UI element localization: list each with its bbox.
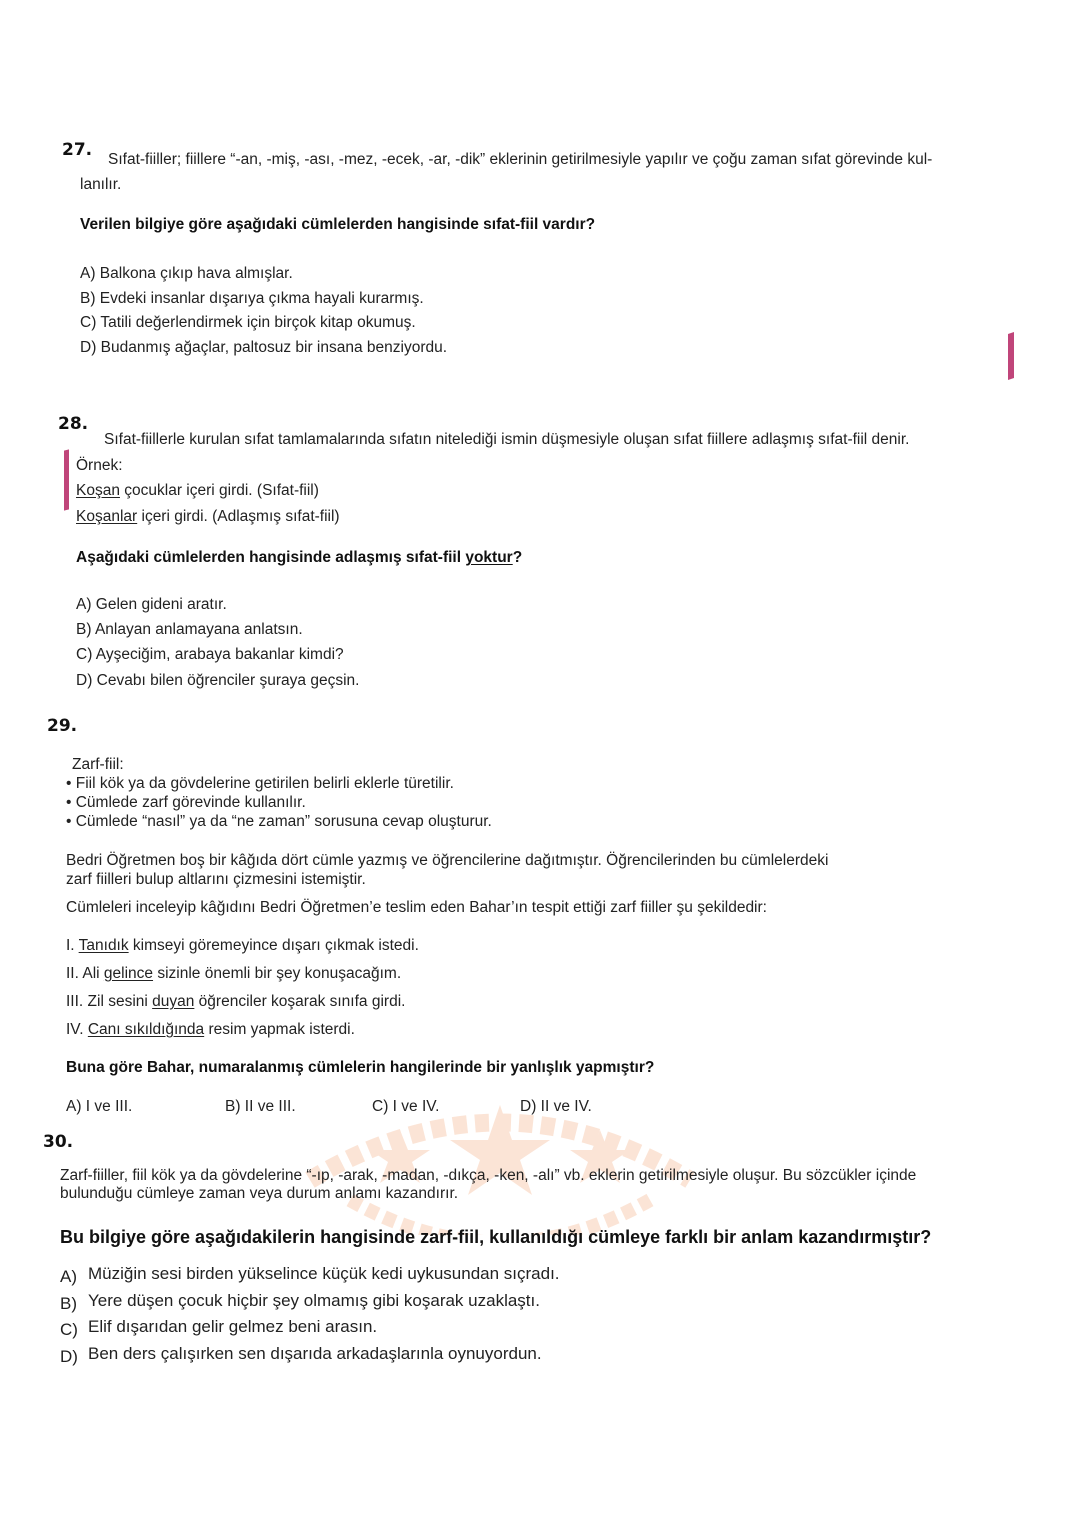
- underlined-word: Koşanlar: [76, 508, 138, 525]
- question-prompt: Bu bilgiye göre aşağıdakilerin hangisinde zarf-fiil, kullanıldığı cümleye farklı bir anlam kazandırmıştır?: [60, 1227, 932, 1247]
- underlined-word: Tanıdık: [78, 937, 129, 954]
- option-b: B) II ve III.: [225, 1098, 296, 1115]
- example-label: Örnek:: [76, 457, 123, 474]
- numbered-sentence-1: I. Tanıdık kimseyi göremeyince dışarı çıkmak istedi.: [66, 937, 419, 954]
- option-d: D) Budanmış ağaçlar, paltosuz bir insana benziyordu.: [80, 339, 448, 356]
- example-sentence-1: Koşan çocuklar içeri girdi. (Sıfat-fiil): [76, 482, 319, 499]
- info-bullet-2: • Cümlede zarf görevinde kullanılır.: [66, 794, 306, 811]
- option-a: Müziğin sesi birden yükselince küçük kedi uykusundan sıçradı.: [88, 1264, 560, 1283]
- option-c: C) I ve IV.: [372, 1098, 440, 1115]
- question-number: 30.: [43, 1132, 74, 1152]
- paragraph-line-2: zarf fiilleri bulup altlarını çizmesini istemiştir.: [66, 871, 366, 888]
- numbered-sentence-4: IV. Canı sıkıldığında resim yapmak isterdi.: [66, 1021, 355, 1038]
- underlined-word: Canı sıkıldığında: [87, 1021, 205, 1038]
- question-intro: Sıfat-fiillerle kurulan sıfat tamlamalarında sıfatın nitelediği ismin düşmesiyle oluşan sıfat fiillere adlaşmış sıfat-fiil denir.: [104, 431, 910, 448]
- underlined-word: gelince: [103, 965, 154, 982]
- question-number: 27.: [62, 140, 93, 160]
- option-c: C) Tatili değerlendirmek için birçok kitap okumuş.: [80, 314, 416, 331]
- accent-bar: [1008, 332, 1014, 380]
- option-b: B) Anlayan anlamayana anlatsın.: [76, 621, 303, 638]
- question-intro-line-2: lanılır.: [80, 176, 122, 193]
- option-b: Yere düşen çocuk hiçbir şey olmamış gibi koşarak uzaklaştı.: [88, 1291, 540, 1310]
- option-c: Elif dışarıdan gelir gelmez beni arasın.: [88, 1317, 378, 1336]
- option-b: B) Evdeki insanlar dışarıya çıkma hayali kurarmış.: [80, 290, 424, 307]
- underlined-word: Koşan: [76, 482, 120, 499]
- option-a: A) Balkona çıkıp hava almışlar.: [80, 265, 293, 282]
- question-prompt: Verilen bilgiye göre aşağıdaki cümlelerden hangisinde sıfat-fiil vardır?: [80, 216, 596, 233]
- option-a: A) Gelen gideni aratır.: [76, 596, 227, 613]
- info-bullet-3: • Cümlede “nasıl” ya da “ne zaman” sorusuna cevap oluşturur.: [66, 813, 492, 830]
- info-title: Zarf-fiil:: [72, 756, 124, 773]
- accent-bar: [64, 449, 69, 510]
- question-intro-line-1: Sıfat-fiiller; fiillere “-an, -miş, -ası, -mez, -ecek, -ar, -dik” eklerinin getirilmesiyle yapılır ve çoğu zaman sıfat görevinde kul-: [108, 151, 933, 168]
- option-a: A) I ve III.: [66, 1098, 133, 1115]
- option-d: D) Cevabı bilen öğrenciler şuraya geçsin.: [76, 672, 360, 689]
- example-sentence-2: Koşanlar içeri girdi. (Adlaşmış sıfat-fiil): [76, 508, 340, 525]
- question-intro-line-2: bulunduğu cümleye zaman veya durum anlamı kazandırır.: [60, 1185, 459, 1202]
- option-letter-c: C): [60, 1320, 78, 1339]
- paragraph-line-1: Bedri Öğretmen boş bir kâğıda dört cümle yazmış ve öğrencilerine dağıtmıştır. Öğrencilerinden bu cümlelerdeki: [66, 852, 829, 869]
- option-letter-b: B): [60, 1294, 77, 1313]
- paragraph-line-3: Cümleleri inceleyip kâğıdını Bedri Öğretmen’e teslim eden Bahar’ın tespit ettiği zarf fiiller şu şekildedir:: [66, 899, 767, 916]
- option-letter-d: D): [60, 1347, 78, 1366]
- question-number: 28.: [58, 414, 89, 434]
- underlined-word: yoktur: [465, 549, 513, 566]
- question-number: 29.: [47, 716, 78, 736]
- question-intro-line-1: Zarf-fiiller, fiil kök ya da gövdelerine “-ıp, -arak, -madan, -dıkça, -ken, -alı” vb. eklerin getirilmesiyle oluşur. Bu sözcükler içinde: [60, 1167, 917, 1184]
- option-letter-a: A): [60, 1267, 77, 1286]
- underlined-word: duyan: [152, 993, 195, 1010]
- option-c: C) Ayşeciğim, arabaya bakanlar kimdi?: [76, 646, 344, 663]
- numbered-sentence-3: III. Zil sesini duyan öğrenciler koşarak sınıfa girdi.: [66, 993, 406, 1010]
- option-d: Ben ders çalışırken sen dışarıda arkadaşlarınla oynuyordun.: [88, 1344, 542, 1363]
- question-prompt: Aşağıdaki cümlelerden hangisinde adlaşmış sıfat-fiil yoktur?: [76, 549, 523, 566]
- question-prompt: Buna göre Bahar, numaralanmış cümlelerin hangilerinde bir yanlışlık yapmıştır?: [66, 1059, 655, 1076]
- watermark-logo: [280, 1085, 720, 1235]
- option-d: D) II ve IV.: [520, 1098, 592, 1115]
- numbered-sentence-2: II. Ali gelince sizinle önemli bir şey konuşacağım.: [66, 965, 402, 982]
- info-bullet-1: • Fiil kök ya da gövdelerine getirilen belirli eklerle türetilir.: [66, 775, 454, 792]
